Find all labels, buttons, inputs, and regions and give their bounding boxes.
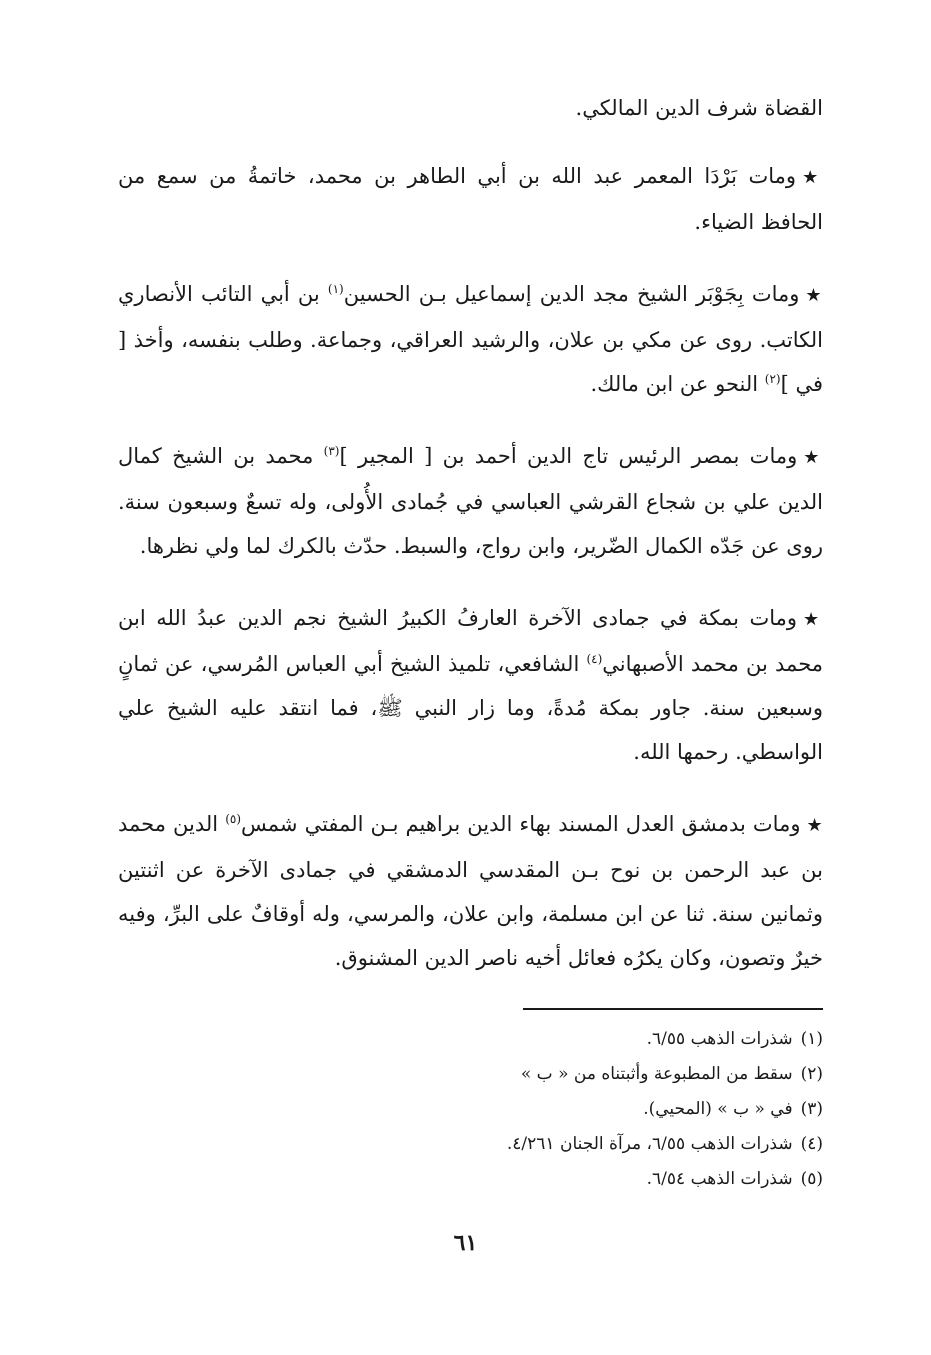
footnote-text: في « ب » (المحيي). [643,1099,793,1119]
paragraph-2 [118,272,823,406]
footnote-ref[interactable]: (٣) [323,444,340,458]
footnote-divider [523,1008,823,1010]
paragraph-3 [118,434,823,568]
footnote-ref[interactable]: (٥) [225,812,242,826]
star-icon: ★ [803,447,823,468]
footnote-text: سقط من المطبوعة وأثبتناه من « ب » [520,1064,793,1084]
footnote-item [118,1092,823,1127]
paragraph-0 [118,86,823,130]
paragraph-text: محمد بن الشيخ كمال الدين علي بن شجاع القرشي العباسي في جُمادى الأُولى، وله تسعٌ وسبعون سنة. روى عن جَدّه الكمال الضّرير، وابن رواج، والسبط. حدّث بالكرك لما ولي نظرها. [118,444,823,558]
footnote-item [118,1127,823,1162]
star-icon: ★ [802,167,824,188]
footnote-item [118,1057,823,1092]
footnote-number: (٢) [800,1064,823,1084]
paragraph-text: القضاة شرف الدين المالكي. [575,96,823,120]
footnote-ref[interactable]: (٢) [764,372,781,386]
paragraph-text: ومات بدمشق العدل المسند بهاء الدين براهيم بـن المفتي شمس [241,812,801,836]
footnote-number: (٤) [800,1134,823,1154]
paragraph-text: ومات بِجَوْبَر الشيخ مجد الدين إسماعيل بـن الحسين [343,282,800,306]
footnote-number: (٣) [800,1099,823,1119]
paragraph-4 [118,596,823,774]
footnote-ref[interactable]: (١) [327,282,344,296]
paragraph-text: بن أبي التائب الأنصاري الكاتب. روى عن مكي بن علان، والرشيد العراقي، وجماعة. وطلب بنفسه، وأخذ [ في ] [118,282,823,396]
star-icon: ★ [806,815,824,836]
paragraph-text: ومات بَرْدَا المعمر عبد الله بن أبي الطاهر بن محمد، خاتمةُ من سمع من الحافظ الضياء. [118,164,823,234]
footnote-item [118,1022,823,1057]
paragraph-1 [118,154,823,244]
star-icon: ★ [805,285,824,306]
footnotes-list [118,1022,823,1197]
footnote-number: (١) [800,1029,823,1049]
footnote-text: شذرات الذهب ٦/٥٥. [646,1029,793,1049]
paragraph-text: ومات بمكة في جمادى الآخرة العارفُ الكبيرُ الشيخ نجم الدين عبدُ الله ابن محمد بن محمد الأصبهاني [118,606,823,676]
page-number: ٦١ [453,1230,478,1256]
paragraph-text: الشافعي، تلميذ الشيخ أبي العباس المُرسي، عن ثمانٍ وسبعين سنة. جاور بمكة مُدةً، وما زار النبي ﷺ، فما انتقد عليه الشيخ علي الواسطي. رحمها الله. [118,652,823,764]
footnote-text: شذرات الذهب ٦/٥٥، مرآة الجنان ٤/٢٦١. [506,1134,793,1154]
star-icon: ★ [803,609,824,630]
footnote-number: (٥) [800,1169,823,1189]
paragraph-text: النحو عن ابن مالك. [590,372,765,396]
paragraph-text: ومات بمصر الرئيس تاج الدين أحمد بن [ المجير ] [339,444,798,468]
footnote-text: شذرات الذهب ٦/٥٤. [646,1169,793,1189]
paragraph-text: الدين محمد بن عبد الرحمن بن نوح بـن المقدسي الدمشقي في جمادى الآخرة عن اثنتين وثمانين سنة. ثنا عن ابن مسلمة، وابن علان، والمرسي، وله أوقافٌ على البرِّ، وفيه خيرٌ وتصون، وكان يكرُه فعائل أخيه ناصر الدين المشنوق. [118,812,823,970]
paragraph-5 [118,802,823,980]
footnote-item [118,1162,823,1197]
footnote-ref[interactable]: (٤) [586,652,603,666]
